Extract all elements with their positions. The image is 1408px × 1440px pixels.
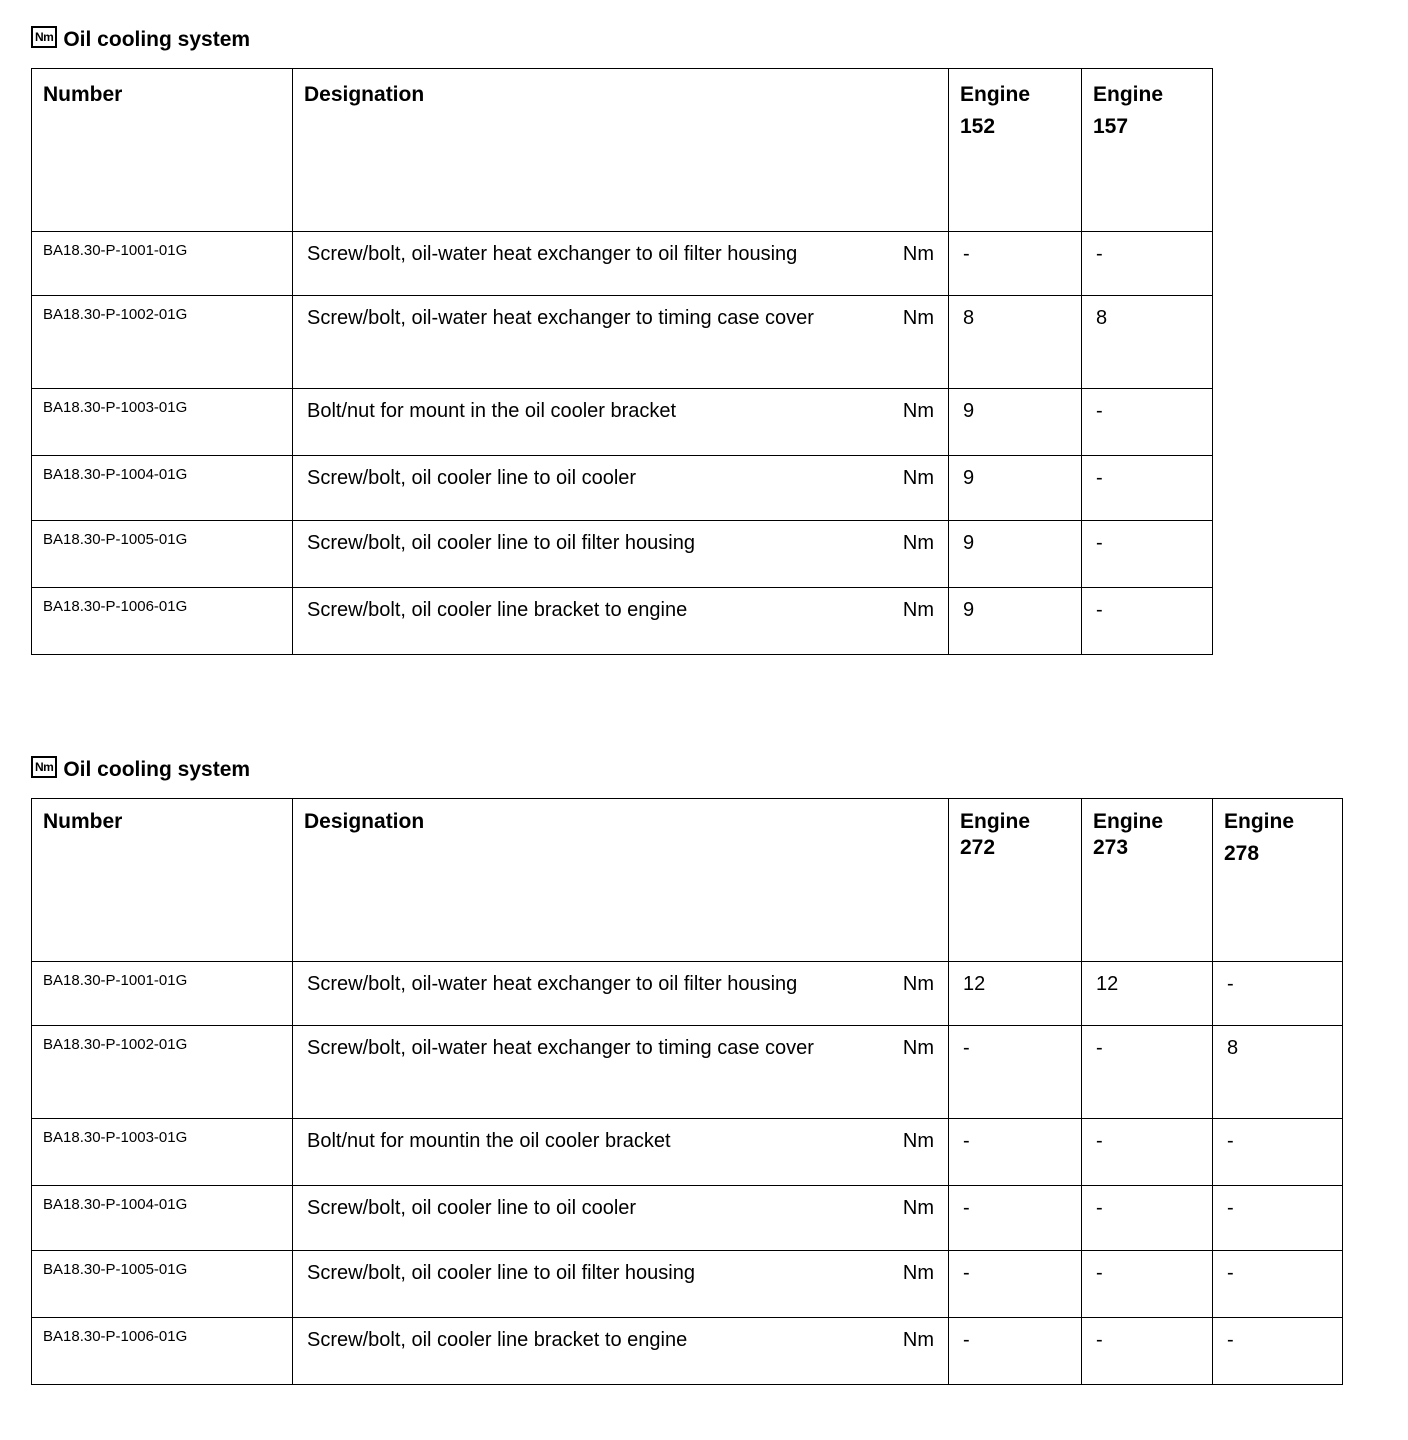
table-row	[32, 1026, 1343, 1119]
cell-unit: Nm	[902, 1262, 934, 1284]
table-row	[32, 962, 1343, 1026]
cell-value: -	[1082, 1119, 1213, 1186]
cell-designation: Screw/bolt, oil-water heat exchanger to timing case cover Nm	[293, 296, 949, 389]
cell-value: 9	[949, 521, 1082, 588]
cell-value: -	[1082, 1026, 1213, 1119]
torque-table	[31, 798, 1343, 1385]
cell-unit: Nm	[902, 532, 934, 554]
cell-value: 8	[1213, 1026, 1343, 1119]
cell-unit: Nm	[902, 400, 934, 422]
table-row	[32, 521, 1213, 588]
cell-designation: Screw/bolt, oil cooler line to oil filter housing Nm	[293, 521, 949, 588]
cell-designation: Screw/bolt, oil-water heat exchanger to oil filter housing Nm	[293, 232, 949, 296]
cell-value: -	[1213, 1318, 1343, 1385]
table-row	[32, 588, 1213, 655]
cell-designation: Screw/bolt, oil cooler line bracket to engine Nm	[293, 588, 949, 655]
header-number: Number	[32, 69, 293, 232]
cell-value: -	[1082, 1318, 1213, 1385]
table-row	[32, 296, 1213, 389]
cell-value: -	[1082, 389, 1213, 456]
cell-number: BA18.30-P-1006-01G	[32, 1318, 293, 1385]
cell-unit: Nm	[902, 467, 934, 489]
section-oil-cooling-1	[31, 22, 1213, 655]
cell-value: -	[1213, 962, 1343, 1026]
cell-value: -	[1213, 1186, 1343, 1251]
cell-value: 12	[1082, 962, 1213, 1026]
cell-designation: Screw/bolt, oil cooler line to oil cooler Nm	[293, 1186, 949, 1251]
cell-unit: Nm	[902, 1329, 934, 1351]
section-title-row	[31, 752, 1343, 788]
table-row	[32, 232, 1213, 296]
header-engine: Engine 152	[949, 69, 1082, 232]
cell-value: 8	[949, 296, 1082, 389]
header-designation: Designation	[293, 69, 949, 232]
cell-designation: Screw/bolt, oil-water heat exchanger to timing case cover Nm	[293, 1026, 949, 1119]
cell-value: 9	[949, 389, 1082, 456]
cell-unit: Nm	[902, 1130, 934, 1152]
cell-designation: Screw/bolt, oil cooler line to oil cooler Nm	[293, 456, 949, 521]
cell-designation: Bolt/nut for mountin the oil cooler bracket Nm	[293, 1119, 949, 1186]
torque-table	[31, 68, 1213, 655]
cell-value: -	[1082, 521, 1213, 588]
cell-value: -	[1082, 1251, 1213, 1318]
header-engine: Engine 278	[1213, 799, 1343, 962]
cell-number: BA18.30-P-1001-01G	[32, 232, 293, 296]
cell-unit: Nm	[902, 307, 934, 329]
table-row	[32, 389, 1213, 456]
section-oil-cooling-2	[31, 752, 1343, 1385]
cell-value: 12	[949, 962, 1082, 1026]
torque-nm-icon: Nm	[31, 26, 57, 48]
cell-number: BA18.30-P-1001-01G	[32, 962, 293, 1026]
section-title: Oil cooling system	[63, 28, 251, 51]
table-header-row	[32, 69, 1213, 232]
cell-unit: Nm	[902, 1037, 934, 1059]
cell-value: -	[1082, 1186, 1213, 1251]
cell-designation: Screw/bolt, oil cooler line bracket to engine Nm	[293, 1318, 949, 1385]
cell-value: -	[1213, 1251, 1343, 1318]
cell-unit: Nm	[902, 973, 934, 995]
cell-value: -	[949, 1119, 1082, 1186]
torque-nm-icon: Nm	[31, 756, 57, 778]
cell-unit: Nm	[902, 1197, 934, 1219]
cell-number: BA18.30-P-1004-01G	[32, 456, 293, 521]
cell-designation: Bolt/nut for mount in the oil cooler bracket Nm	[293, 389, 949, 456]
cell-value: -	[949, 1186, 1082, 1251]
table-row	[32, 456, 1213, 521]
cell-value: -	[1082, 232, 1213, 296]
cell-value: 9	[949, 588, 1082, 655]
cell-number: BA18.30-P-1004-01G	[32, 1186, 293, 1251]
cell-value: -	[949, 1251, 1082, 1318]
table-row	[32, 1186, 1343, 1251]
cell-unit: Nm	[902, 243, 934, 265]
header-engine: Engine 157	[1082, 69, 1213, 232]
table-row	[32, 1251, 1343, 1318]
section-title-row	[31, 22, 1213, 58]
cell-designation: Screw/bolt, oil cooler line to oil filter housing Nm	[293, 1251, 949, 1318]
cell-number: BA18.30-P-1002-01G	[32, 296, 293, 389]
table-row	[32, 1318, 1343, 1385]
cell-unit: Nm	[902, 599, 934, 621]
cell-value: -	[949, 1026, 1082, 1119]
section-title: Oil cooling system	[63, 758, 251, 781]
cell-number: BA18.30-P-1005-01G	[32, 521, 293, 588]
cell-value: 9	[949, 456, 1082, 521]
cell-value: -	[1082, 588, 1213, 655]
header-number: Number	[32, 799, 293, 962]
cell-number: BA18.30-P-1005-01G	[32, 1251, 293, 1318]
table-row	[32, 1119, 1343, 1186]
cell-value: 8	[1082, 296, 1213, 389]
cell-value: -	[1213, 1119, 1343, 1186]
cell-number: BA18.30-P-1003-01G	[32, 1119, 293, 1186]
cell-number: BA18.30-P-1006-01G	[32, 588, 293, 655]
table-header-row	[32, 799, 1343, 962]
cell-value: -	[1082, 456, 1213, 521]
header-engine: Engine 272	[949, 799, 1082, 962]
cell-value: -	[949, 1318, 1082, 1385]
cell-number: BA18.30-P-1002-01G	[32, 1026, 293, 1119]
cell-designation: Screw/bolt, oil-water heat exchanger to oil filter housing Nm	[293, 962, 949, 1026]
header-designation: Designation	[293, 799, 949, 962]
cell-number: BA18.30-P-1003-01G	[32, 389, 293, 456]
cell-value: -	[949, 232, 1082, 296]
header-engine: Engine 273	[1082, 799, 1213, 962]
